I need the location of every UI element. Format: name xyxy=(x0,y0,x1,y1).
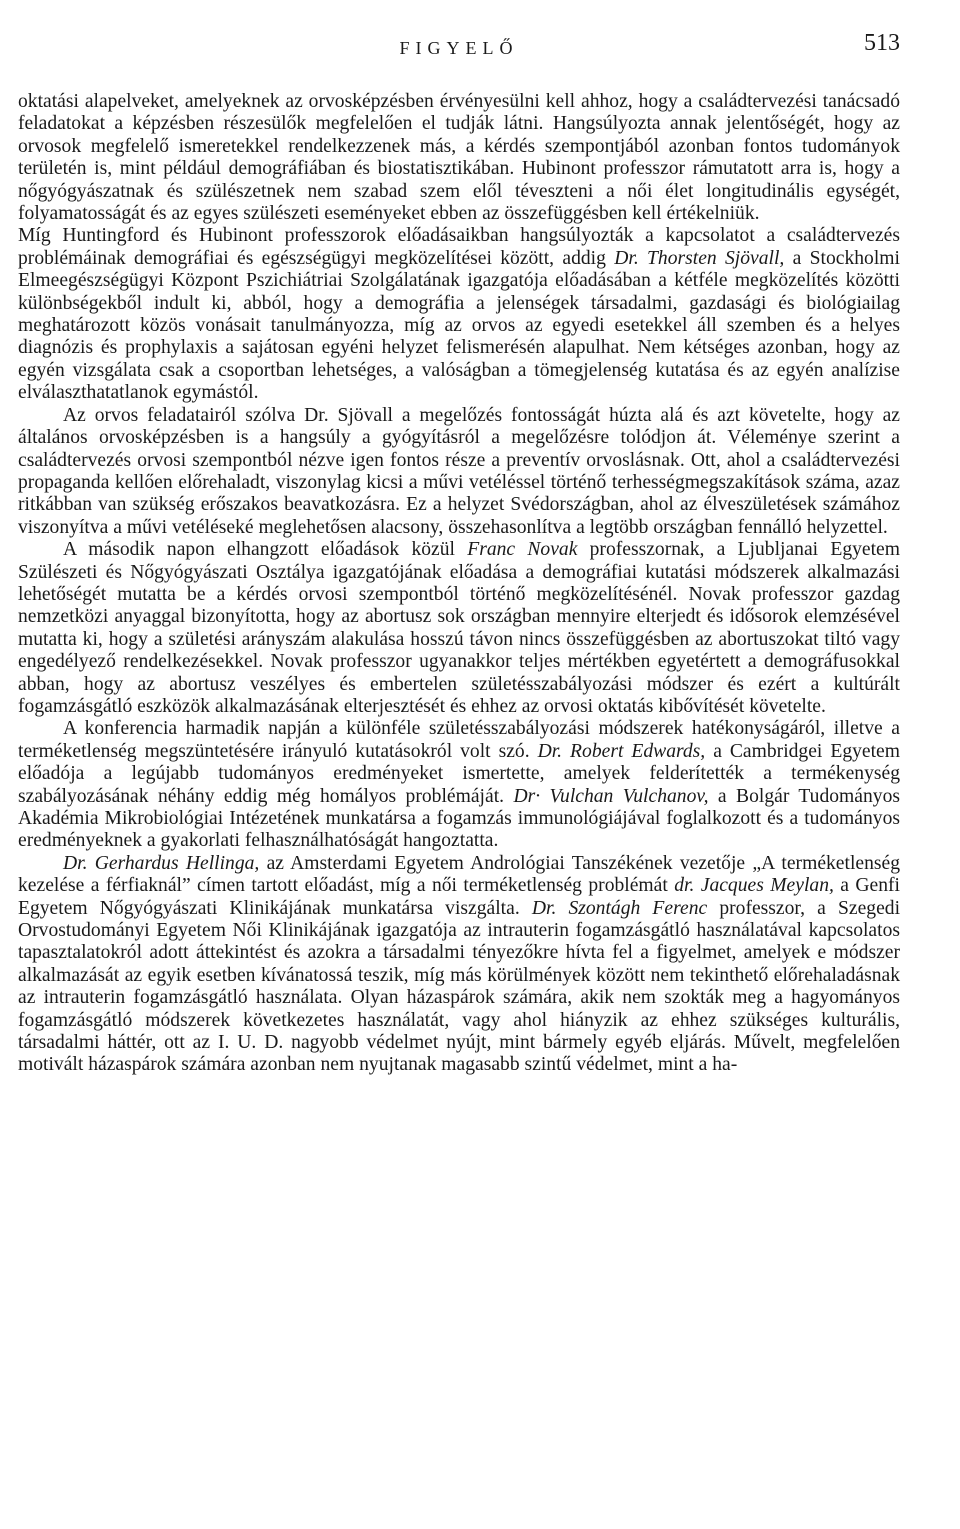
text-segment: a Genfi Egyetem Nőgyógyászati Klinikájának munkatársa viszgálta. xyxy=(18,875,900,919)
person-name: Dr. Gerhardus Hellinga, xyxy=(63,852,260,874)
text-segment: professzornak, a Ljubljanai Egyetem Szülészeti és Nőgyógyászati Osztálya igazgatójának előadása a demográfiai kutatási módszerek alkalmazási lehetőségét mutatta be a kérdés orvosi szempontból történő megközelítésénél. Novak professzor gazdag nemzetközi anyaggal bizonyította, hogy az abortusz sok országban mennyire elterjedt és idősorok elemzésével mutatta ki, hogy a születési arányszám alakulása hosszú távon nincs összefüggésben az abortuszokat tiltó vagy engedélyező rendelkezésekkel. Novak professzor ugyanakkor teljes mértékben egyetértett a demográfusokkal abban, hogy az abortusz veszélyes és embertelen születésszabályozási módszer és ezért a kultúrált fogamzásgátló eszközök alkalmazásának elterjesztését és ehhez az orvosi oktatás kibővítését követelte. xyxy=(18,539,900,717)
page-header xyxy=(18,30,900,62)
text-segment: Az orvos feladatairól szólva Dr. Sjövall a megelőzés fontosságát húzta alá és azt követelte, hogy az általános orvosképzésben is a hangsúly a gyógyításról a megelőzésre tolódjon át. Véleménye szerint a családtervezés orvosi szempontból nézve igen fontos része a preventív orvoslásnak. Ott, ahol a családtervezési propaganda kellően előrehaladt, viszonylag kicsi a művi vetéléssel történő terhességmegszakítások száma, azaz ritkábban van szükség erőszakos beavatkozásra. Ez a helyzet Svédországban, ahol az élveszületések számához viszonyítva a művi vetéléseké meglehetősen alacsony, összehasonlítva a legtöbb országban fennálló helyzettel. xyxy=(18,404,900,538)
text-segment: Míg Huntingford és Hubinont professzorok előadásaikban hangsúlyozták a kapcsolatot a családtervezés problémáinak demográfiai és egészségügyi megközelítései között, addig xyxy=(18,225,900,269)
text-segment: a Cambridgei Egyetem előadója a legújabb tudományos eredményeket ismertette, amelyek felderítették a termékenység szabályozásának néhány eddig még homályos problémáját. xyxy=(18,740,900,807)
paragraph xyxy=(18,853,900,1077)
person-name: Dr· Vulchan Vulchanov, xyxy=(513,785,709,807)
paragraph xyxy=(18,718,900,852)
text-segment: a Stockholmi Elmeegészségügyi Központ Pszichiátriai Szolgálatának igazgatója előadásában a kétféle megközelítés közötti különbségekből indult ki, abból, hogy a demográfia a jelenségek társadalmi, gazdasági és biológiailag meghatározott közös vonásait tanulmányozza, míg az orvos az egyedi esetekkel áll szemben és a helyes diagnózis és prophylaxis a sajátosan egyéni helyzet felismerésén alapulhat. Nem kétséges azonban, hogy az egyén vizsgálata csak a csoportban lehetséges, a valóságban a tömegjelenség kutatása és az egyén analízise elválaszthatatlanok egymástól. xyxy=(18,247,900,404)
paragraph xyxy=(18,405,900,539)
text-segment: az Amsterdami Egyetem Andrológiai Tanszékének vezetője „A terméketlenség kezelése a férfiaknál” címen tartott előadást, míg a női terméketlenség problémát xyxy=(18,852,901,897)
text-segment: A konferencia harmadik napján a különféle születésszabályozási módszerek hatékonyságáról, illetve a terméketlenség megszüntetésére irányuló kutatásokról volt szó. xyxy=(18,718,900,762)
person-name: dr. Jacques Meylan, xyxy=(674,875,834,897)
person-name: Dr. Szontágh Ferenc xyxy=(531,897,708,919)
body-text xyxy=(18,91,900,1077)
text-segment: professzor, a Szegedi Orvostudományi Egyetem Női Klinikájának igazgatója az intrauterin fogamzásgátló használatával kapcsolatos tapasztalatokról adott áttekintést és azokra a társadalmi tényezőkre hívta fel a figyelmet, amelyek e módszer alkalmazását az egyik esetben kívánatossá teszik, míg más körülmények között nem tekinthető előrehaladásnak az intrauterin fogamzásgátló használata. Olyan házaspárok számára, akik nem szokták meg a hagyományos fogamzásgátló módszerek következetes használatát, vagy ahol hiányzik az ehhez szükséges kulturális, társadalmi háttér, ott az I. U. D. nagyobb védelmet nyújt, mint bármely egyéb eljárás. Művelt, megfelelően motivált házaspárok számára azonban nem nyujtanak magasabb szintű védelmet, mint a ha- xyxy=(18,897,901,1076)
text-segment: A második napon elhangzott előadások közül xyxy=(63,539,468,561)
text-segment: oktatási alapelveket, amelyeknek az orvosképzésben érvényesülni kell ahhoz, hogy a családtervezési tanácsadó feladatokat a képzésben részesülők megfelelően el tudják látni. Hangsúlyozta annak jelentőségét, hogy az orvosok megfelelő ismeretekkel rendelkezzenek más, a kérdés szempontjából azonban fontos tudományok területén is, mint például demográfiában és biostatisztikában. Hubinont professzor rámutatott arra is, hogy a nőgyógyászatnak és szülészetnek nem szabad szem elől téveszteni a női élet longitudinális egységét, folyamatosságát és az egyes szülészeti eseményeket ebben az összefüggésben kell értékelniük. xyxy=(18,91,900,225)
person-name: Dr. Robert Edwards, xyxy=(537,740,706,762)
person-name: Dr. Thorsten Sjövall, xyxy=(614,247,785,269)
running-title: FIGYELŐ xyxy=(399,38,519,58)
paragraph xyxy=(18,225,900,404)
paragraph xyxy=(18,91,900,225)
page-number: 513 xyxy=(864,30,900,56)
text-segment: a Bolgár Tudományos Akadémia Mikrobiológiai Intézetének munkatársa a fogamzás immunológiájával foglalkozott és a tudományos eredményeknek a gyakorlati felhasználhatóságát hangoztatta. xyxy=(18,785,901,852)
person-name: Franc Novak xyxy=(467,539,578,561)
paragraph xyxy=(18,539,900,718)
